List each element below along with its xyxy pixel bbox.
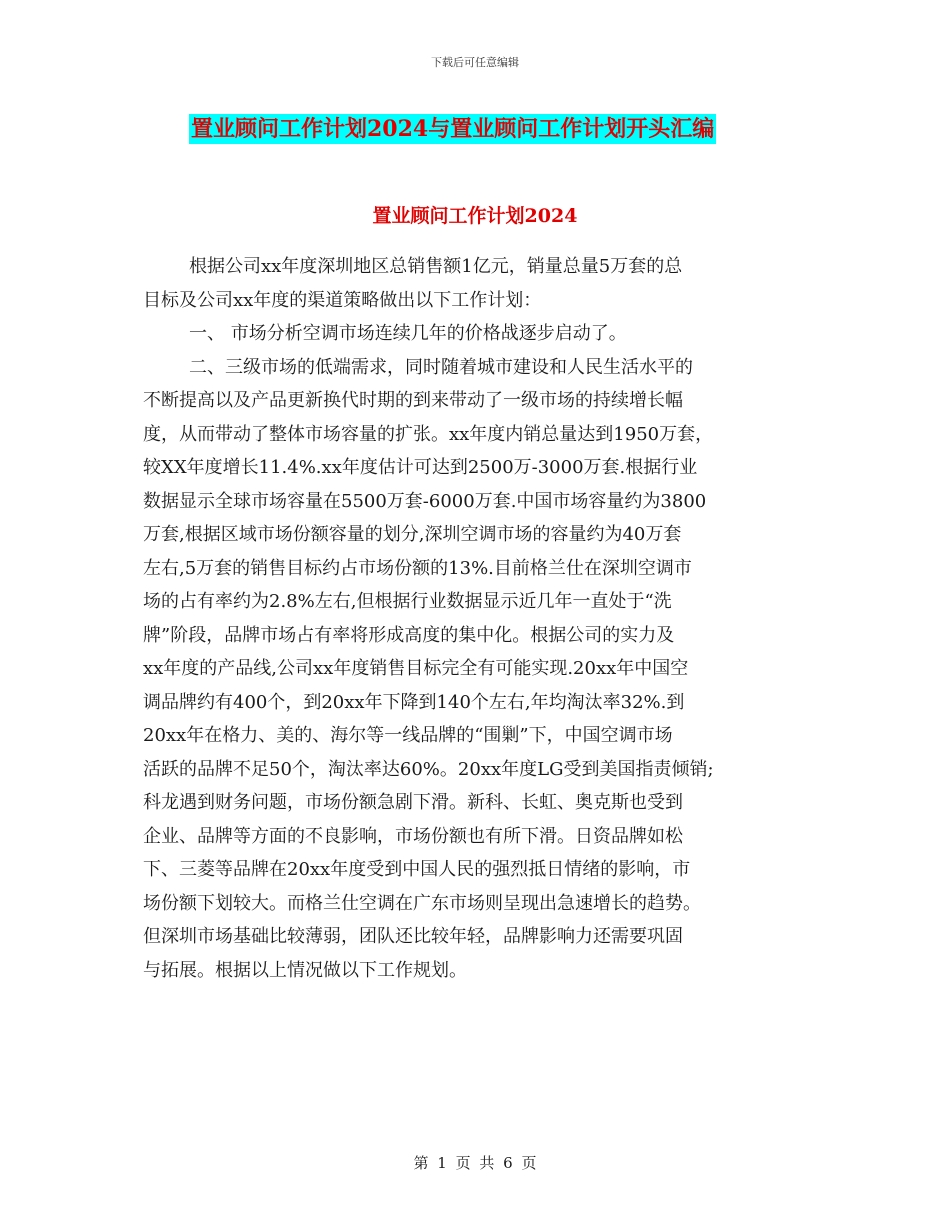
document-title: 置业顾问工作计划2024与置业顾问工作计划开头汇编	[191, 116, 715, 142]
paragraph-line: 一、 市场分析空调市场连续几年的价格战逐步启动了。	[189, 323, 627, 344]
paragraph-line: 左右,5万套的销售目标约占市场份额的13%.目前格兰仕在深圳空调市	[143, 557, 692, 579]
page-header-note: 下载后可任意编辑	[431, 56, 519, 69]
paragraph-line: 牌”阶段，品牌市场占有率将形成高度的集中化。根据公司的实力及	[143, 624, 675, 646]
paragraph-line: 度，从而带动了整体市场容量的扩张。xx年度内销总量达到1950万套，	[143, 423, 714, 445]
paragraph-line: xx年度的产品线,公司xx年度销售目标完全有可能实现.20xx年中国空	[143, 658, 689, 679]
paragraph-line: 科龙遇到财务问题，市场份额急剧下滑。新科、长虹、奥克斯也受到	[143, 792, 683, 813]
paragraph-line: 数据显示全球市场容量在5500万套-6000万套.中国市场容量约为3800	[143, 490, 707, 512]
paragraph-line: 场份额下划较大。而格兰仕空调在广东市场则呈现出急速增长的趋势。	[143, 892, 701, 914]
paragraph-line: 二、三级市场的低端需求，同时随着城市建设和人民生活水平的	[189, 356, 693, 378]
paragraph-line: 万套,根据区域市场份额容量的划分,深圳空调市场的容量约为40万套	[143, 524, 682, 545]
page-number-footer: 第 1 页 共 6 页	[413, 1154, 537, 1172]
paragraph-line: 较XX年度增长11.4%.xx年度估计可达到2500万-3000万套.根据行业	[143, 457, 698, 478]
paragraph-line: 20xx年在格力、美的、海尔等一线品牌的“围剿”下，中国空调市场	[143, 725, 673, 746]
paragraph-line: 场的占有率约为2.8%左右,但根据行业数据显示近几年一直处于“洗	[143, 591, 672, 612]
paragraph-line: 目标及公司xx年度的渠道策略做出以下工作计划：	[143, 289, 542, 311]
paragraph-line: 企业、品牌等方面的不良影响，市场份额也有所下滑。日资品牌如松	[143, 825, 683, 847]
paragraph-line: 根据公司xx年度深圳地区总销售额1亿元，销量总量5万套的总	[189, 256, 683, 277]
paragraph-line: 但深圳市场基础比较薄弱，团队还比较年轻，品牌影响力还需要巩固	[143, 926, 683, 947]
body-text	[143, 250, 813, 987]
paragraph-line: 调品牌约有400个，到20xx年下降到140个左右,年均淘汰率32%.到	[143, 691, 685, 713]
paragraph-line: 活跃的品牌不足50个，淘汰率达60%。20xx年度LG受到美国指责倾销;	[143, 758, 714, 780]
paragraph-line: 不断提高以及产品更新换代时期的到来带动了一级市场的持续增长幅	[143, 390, 683, 411]
section-title: 置业顾问工作计划2024	[372, 205, 578, 227]
paragraph-line: 下、三菱等品牌在20xx年度受到中国人民的强烈抵日情绪的影响，市	[143, 859, 691, 880]
paragraph-line: 与拓展。根据以上情况做以下工作规划。	[143, 959, 467, 981]
